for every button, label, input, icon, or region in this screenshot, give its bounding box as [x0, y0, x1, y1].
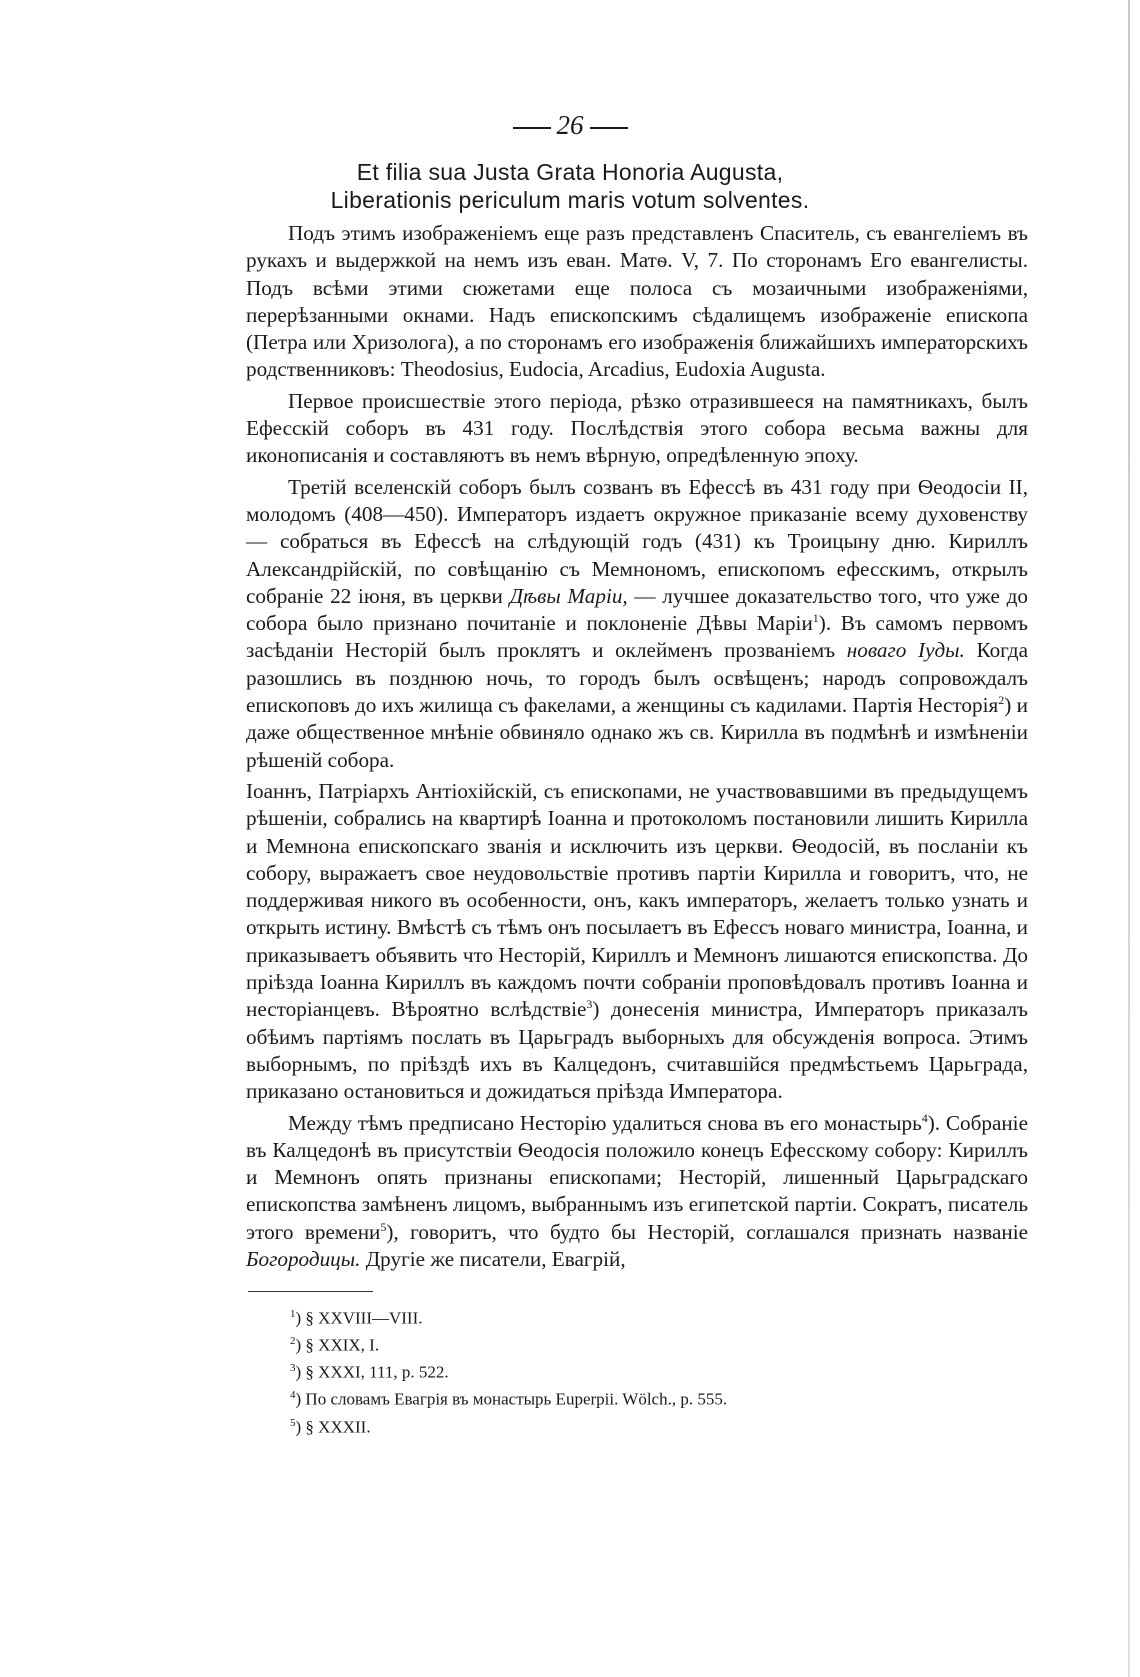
footnote-5-text: ) § XXXII.	[295, 1417, 371, 1437]
footnote-2-text: ) § XXIX, I.	[295, 1335, 380, 1355]
paragraph-3-part-2: — лучшее доказательство того, что уже до собора было признано почитаніе и поклоненіе Дѣвы Маріи	[246, 583, 1029, 636]
paragraph-5	[246, 1110, 1028, 1274]
footnote-2	[290, 1330, 990, 1357]
footnote-3-text: ) § XXXI, 111, p. 522.	[295, 1362, 449, 1382]
footnote-ref-3[interactable]: 3	[586, 997, 593, 1012]
footnotes	[290, 1303, 990, 1439]
paragraph-3-part-5: ) и даже общественное мнѣніе обвиняло однако жъ св. Кирилла въ подмѣнѣ и измѣненіи рѣшеній собора.	[246, 693, 1028, 772]
footnote-ref-5[interactable]: 5	[380, 1219, 387, 1234]
page-number-dash-right	[590, 127, 628, 129]
paragraph-5-part-4: Другіе же писатели, Евагрій,	[360, 1246, 626, 1271]
footnote-2-mark: 2	[290, 1335, 296, 1348]
page-number	[0, 110, 1140, 141]
footnote-1	[290, 1303, 990, 1330]
inscription-line-1: Et filia sua Justa Grata Honoria Augusta,	[356, 159, 784, 185]
footnote-1-text: ) § XXVIII—VIII.	[295, 1308, 423, 1328]
paragraph-3-part-1: Третій вселенскій соборъ былъ созванъ въ Ефессѣ въ 431 году при Ѳеодосіи II, молодомъ (408—450). Императоръ издаетъ окружное приказаніе всему духовенству — собраться въ Ефессѣ на слѣдующій годъ (431) къ Троицыну дню. Кириллъ Александрійскій, по совѣщанію съ Мемнономъ, епископомъ ефесскимъ, открылъ собраніе 22 іюня, въ церкви	[246, 474, 1028, 608]
footnote-3-mark: 3	[290, 1362, 296, 1375]
footnote-separator	[248, 1291, 373, 1292]
footnote-ref-4[interactable]: 4	[921, 1110, 928, 1125]
paragraph-3	[246, 474, 1028, 774]
footnote-ref-1[interactable]: 1	[812, 611, 819, 626]
footnote-ref-2[interactable]: 2	[998, 692, 1005, 707]
footnote-5-mark: 5	[290, 1416, 296, 1429]
paragraph-5-part-2: ). Собраніе въ Калцедонѣ въ присутствіи Ѳеодосія положило конецъ Ефесскому собору: Кириллъ и Мемнонъ опять признаны епископами; Несторій, лишенный Царьградскаго епископства замѣненъ лицомъ, выбраннымъ изъ египетской партіи. Сократъ, писатель этого времени	[246, 1110, 1028, 1244]
paragraph-3-italic-2: новаго Іуды.	[846, 638, 965, 663]
page-number-dash-left	[513, 127, 551, 129]
footnote-5	[290, 1412, 990, 1439]
paragraph-1	[246, 220, 1028, 384]
footnote-4	[290, 1384, 990, 1411]
paragraph-3-part-4: Когда разошлись въ позднюю ночь, то городъ былъ освѣщенъ; народъ сопровождалъ епископовъ до ихъ жилища съ факелами, а женщины съ кадилами. Партія Несторія	[246, 638, 1028, 718]
footnote-4-mark: 4	[290, 1389, 296, 1402]
footnote-3	[290, 1357, 990, 1384]
paragraph-4-part-2: ) донесенія министра, Императоръ приказалъ обѣимъ партіямъ послать въ Царьградъ выборныхъ для обсужденія вопроса. Этимъ выборнымъ, по пріѣздѣ ихъ въ Калцедонъ, считавшійся предмѣстьемъ Царьграда, приказано остановиться и дожидаться пріѣзда Императора.	[246, 997, 1028, 1104]
paragraph-1-text: Подъ этимъ изображеніемъ еще разъ представленъ Спаситель, съ евангеліемъ въ рукахъ и выдержкой на немъ изъ еван. Матѳ. V, 7. По сторонамъ Его евангелисты. Подъ всѣми этими сюжетами еще полоса съ мозаичными изображеніями, перерѣзанными окнами. Надъ епископскимъ сѣдалищемъ изображеніе епископа (Петра или Хризолога), а по сторонамъ его изображенія ближайшихъ императорскихъ родственниковъ: Theodosius, Eudocia, Arcadius, Eudoxia Augusta.	[246, 221, 1028, 382]
scan-edge-line	[1128, 0, 1130, 1677]
paragraph-5-italic-1: Богородицы.	[246, 1246, 361, 1271]
page-number-value: 26	[556, 110, 584, 140]
paragraph-3-part-3: ). Въ самомъ первомъ засѣданіи Несторій былъ проклятъ и оклейменъ прозваніемъ	[246, 611, 1028, 663]
paragraph-2-text: Первое происшествіе этого періода, рѣзко отразившееся на памятникахъ, былъ Ефесскій соборъ въ 431 году. Послѣдствія этого собора весьма важны для иконописанія и составляютъ въ немъ вѣрную, опредѣленную эпоху.	[246, 388, 1028, 468]
paragraph-4	[246, 778, 1028, 1106]
inscription-line-2: Liberationis periculum maris votum solventes.	[330, 187, 810, 213]
paragraph-4-part-1: Іоаннъ, Патріархъ Антіохійскій, съ епископами, не участвовавшими въ предыдущемъ рѣшеніи, собрались на квартирѣ Іоанна и протоколомъ постановили лишить Кирилла и Мемнона епископскаго званія и исключить изъ церкви. Ѳеодосій, въ посланіи къ собору, выражаетъ свое неудовольствіе противъ партіи Кирилла и говоритъ, что, не поддерживая никого въ особенности, онъ, какъ императоръ, желаетъ только узнать и открыть истину. Вмѣстѣ съ тѣмъ онъ посылаетъ въ Ефессъ новаго министра, Іоанна, и приказываетъ объявить что Несторій, Кириллъ и Мемнонъ лишаются епископства. До пріѣзда Іоанна Кириллъ въ каждомъ почти собраніи проповѣдовалъ противъ Іоанна и несторіанцевъ. Вѣроятно вслѣдствіе	[246, 778, 1028, 1022]
paragraph-2	[246, 388, 1028, 470]
footnote-4-text: ) По словамъ Евагрія въ монастырь Euperpii. Wölch., p. 555.	[295, 1390, 728, 1410]
latin-inscription	[0, 158, 1140, 214]
paragraph-3-italic-1: Дѣвы Маріи,	[509, 583, 628, 608]
paragraph-5-part-1: Между тѣмъ предписано Несторію удалиться снова въ его монастырь	[288, 1110, 922, 1135]
footnote-1-mark: 1	[290, 1308, 296, 1320]
main-text	[246, 220, 1028, 1277]
paragraph-5-part-3: ), говоритъ, что будто бы Несторій, соглашался признать названіе	[386, 1219, 1028, 1244]
